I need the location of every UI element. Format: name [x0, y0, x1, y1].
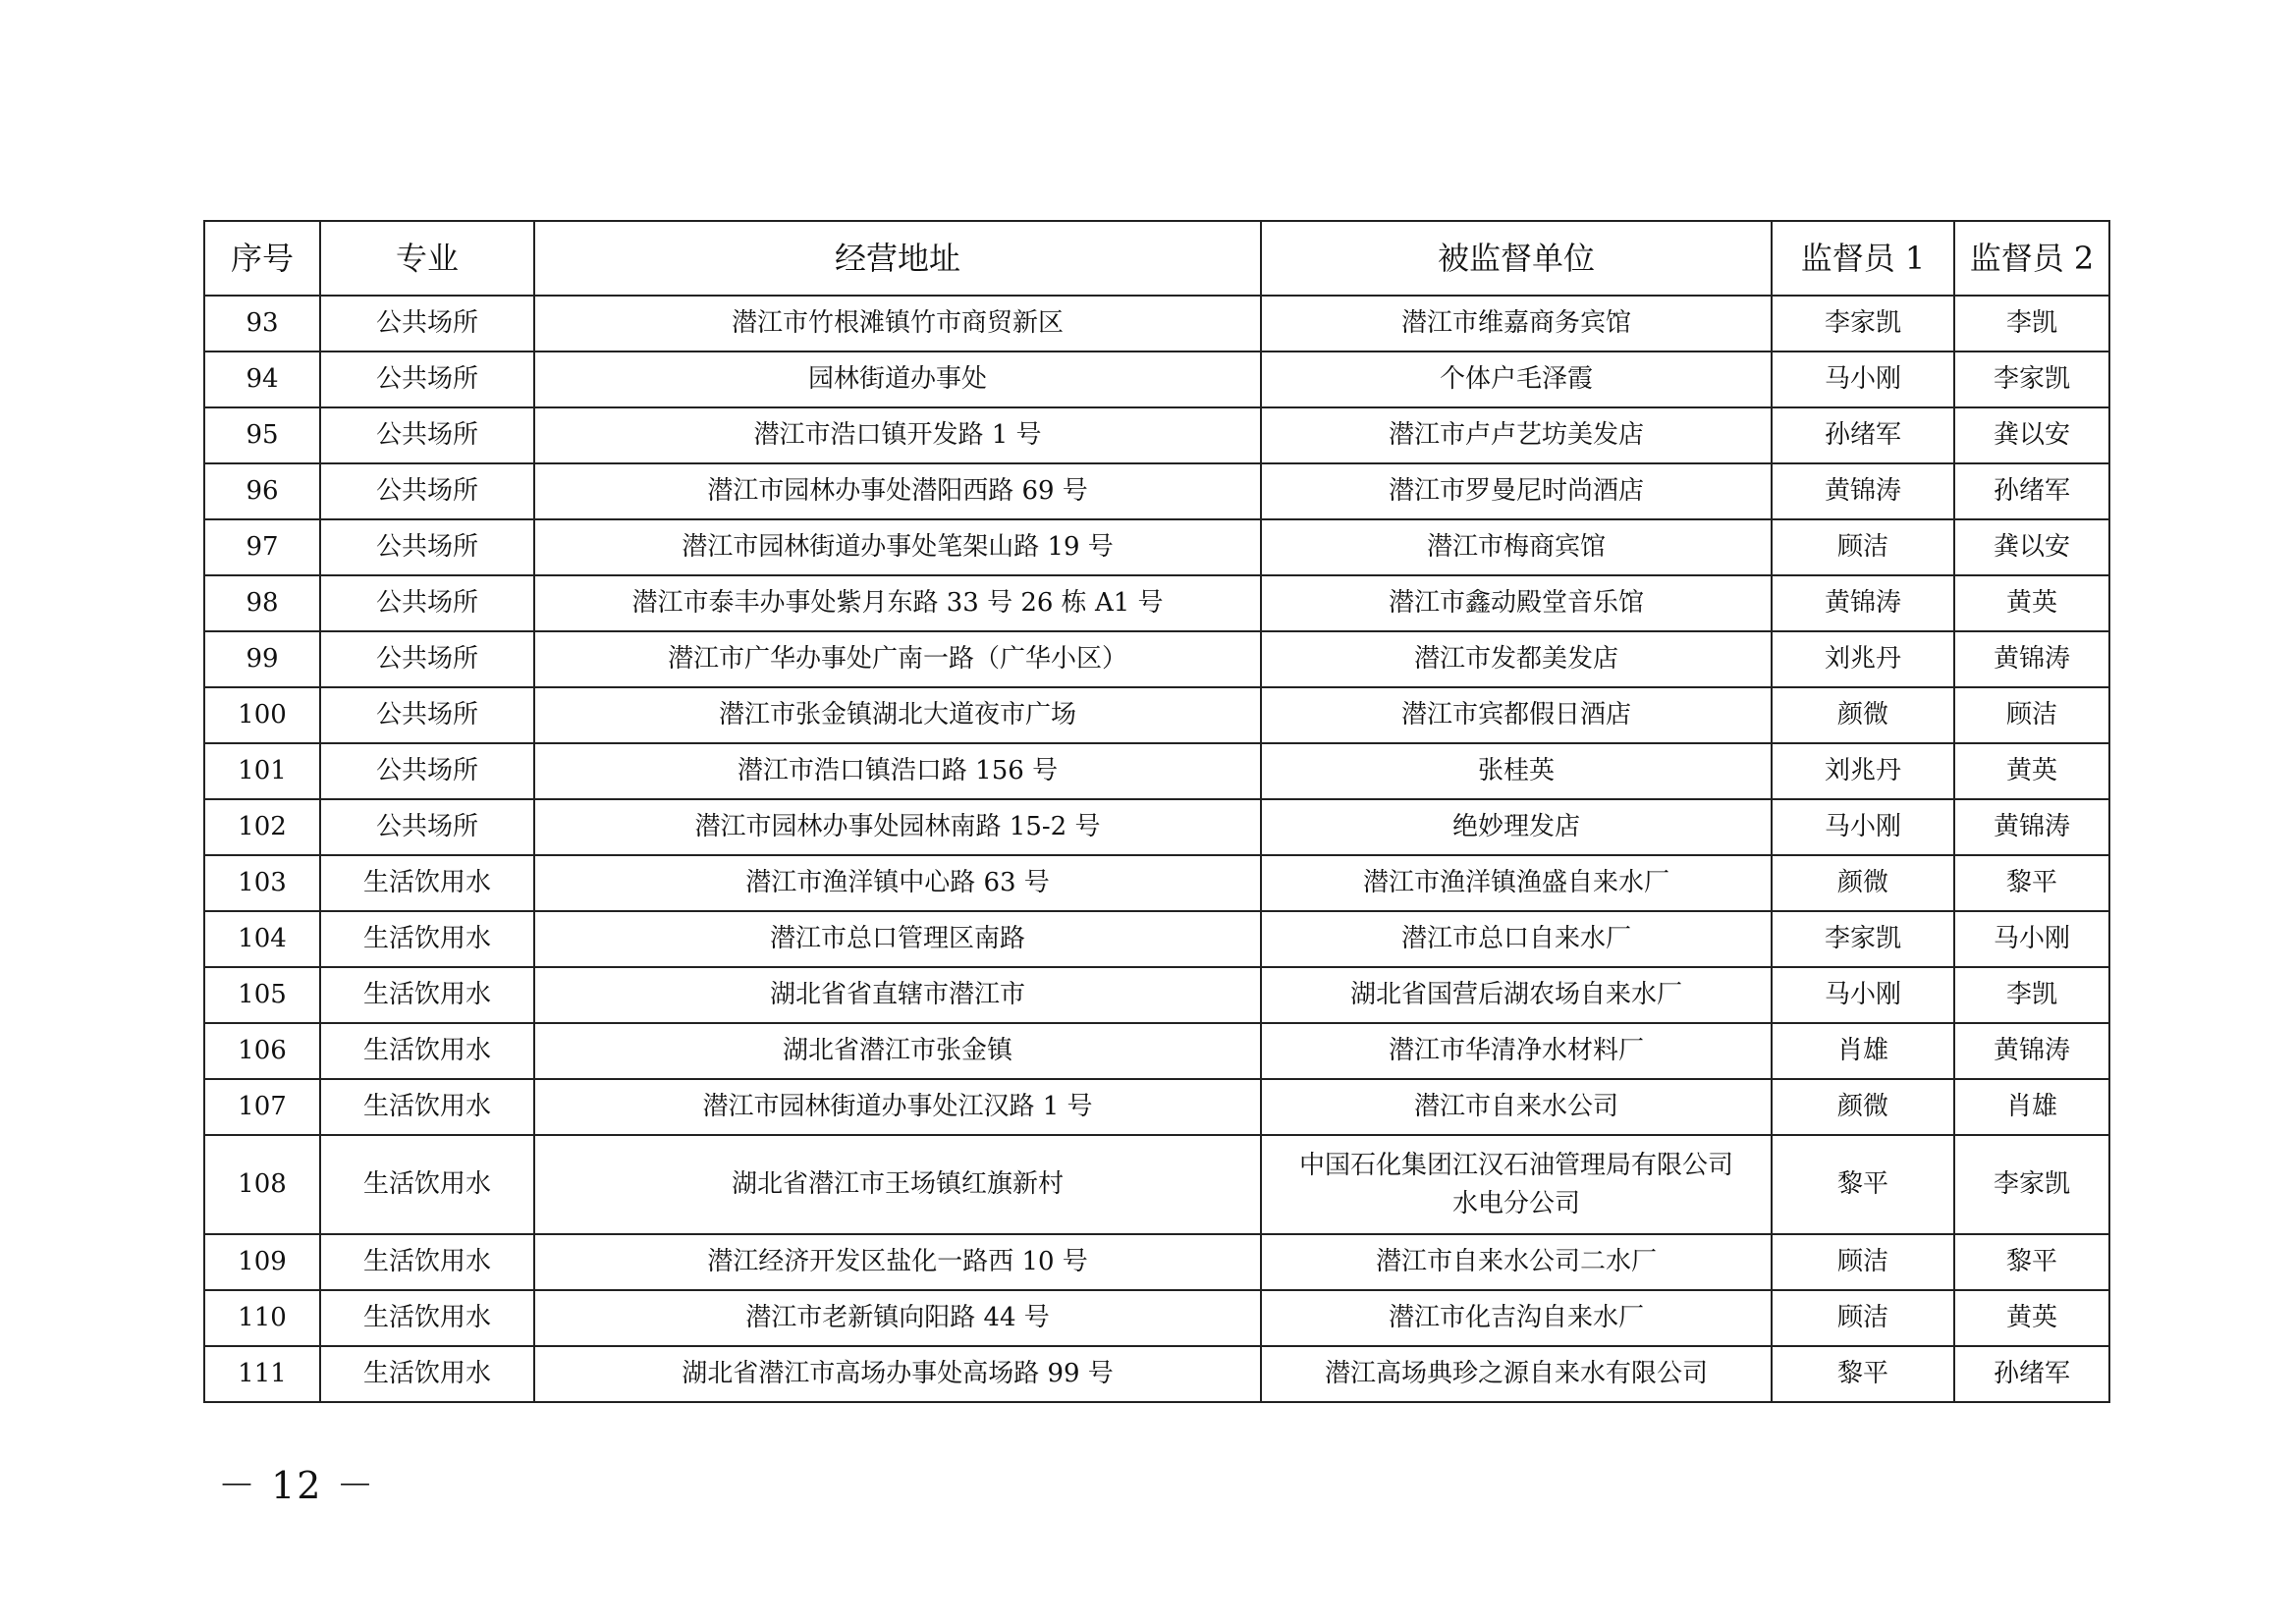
cell-unit [1261, 1234, 1772, 1290]
cell-category: 生活饮用水 [320, 1290, 534, 1346]
cell-no: 97 [204, 519, 320, 575]
page-number: － 12 － [218, 1464, 376, 1507]
cell-inspector-1: 孙绪军 [1772, 407, 1954, 463]
header-no: 序号 [204, 221, 320, 296]
cell-no: 95 [204, 407, 320, 463]
cell-category: 公共场所 [320, 687, 534, 743]
unit-line: 潜江高场典珍之源自来水有限公司 [1324, 1359, 1708, 1388]
header-unit: 被监督单位 [1261, 221, 1772, 296]
unit-line: 中国石化集团江汉石油管理局有限公司 [1298, 1150, 1733, 1180]
cell-no: 105 [204, 967, 320, 1023]
cell-category: 公共场所 [320, 407, 534, 463]
cell-unit [1261, 855, 1772, 911]
cell-inspector-2: 孙绪军 [1954, 1346, 2109, 1402]
cell-category: 公共场所 [320, 799, 534, 855]
cell-no: 103 [204, 855, 320, 911]
unit-line: 潜江市自来水公司 [1413, 1092, 1618, 1121]
cell-category: 公共场所 [320, 352, 534, 407]
unit-line: 潜江市宾都假日酒店 [1400, 700, 1631, 730]
cell-inspector-2: 龚以安 [1954, 519, 2109, 575]
cell-no: 102 [204, 799, 320, 855]
cell-inspector-2: 黎平 [1954, 855, 2109, 911]
table-row [204, 1234, 2109, 1290]
table-row [204, 352, 2109, 407]
cell-category: 生活饮用水 [320, 1023, 534, 1079]
cell-unit [1261, 407, 1772, 463]
table-row [204, 967, 2109, 1023]
cell-address: 潜江市渔洋镇中心路 63 号 [534, 855, 1261, 911]
cell-no: 101 [204, 743, 320, 799]
cell-address: 潜江市广华办事处广南一路（广华小区） [534, 631, 1261, 687]
cell-no: 106 [204, 1023, 320, 1079]
table-row [204, 519, 2109, 575]
unit-line: 潜江市自来水公司二水厂 [1375, 1247, 1657, 1276]
cell-inspector-1: 李家凯 [1772, 911, 1954, 967]
table-row [204, 743, 2109, 799]
cell-category: 公共场所 [320, 631, 534, 687]
cell-no: 99 [204, 631, 320, 687]
cell-category: 公共场所 [320, 463, 534, 519]
cell-no: 110 [204, 1290, 320, 1346]
cell-inspector-2: 黄英 [1954, 1290, 2109, 1346]
unit-line: 潜江市卢卢艺坊美发店 [1388, 420, 1644, 450]
unit-line: 潜江市罗曼尼时尚酒店 [1388, 476, 1644, 506]
cell-unit [1261, 463, 1772, 519]
table-row [204, 799, 2109, 855]
cell-unit [1261, 352, 1772, 407]
cell-no: 93 [204, 296, 320, 352]
cell-unit [1261, 1346, 1772, 1402]
table-body [204, 296, 2109, 1402]
unit-line: 个体户毛泽霞 [1439, 364, 1593, 394]
cell-unit [1261, 1290, 1772, 1346]
cell-address: 潜江市园林街道办事处笔架山路 19 号 [534, 519, 1261, 575]
table-row [204, 407, 2109, 463]
cell-inspector-1: 黎平 [1772, 1135, 1954, 1234]
table-row [204, 1290, 2109, 1346]
cell-unit [1261, 575, 1772, 631]
cell-inspector-1: 顾洁 [1772, 519, 1954, 575]
cell-category: 生活饮用水 [320, 855, 534, 911]
table-row [204, 1079, 2109, 1135]
unit-line: 张桂英 [1477, 756, 1555, 785]
cell-inspector-2: 顾洁 [1954, 687, 2109, 743]
cell-inspector-1: 马小刚 [1772, 967, 1954, 1023]
cell-address: 潜江市园林办事处园林南路 15-2 号 [534, 799, 1261, 855]
cell-category: 生活饮用水 [320, 1079, 534, 1135]
supervision-table [203, 220, 2110, 1403]
table-row [204, 631, 2109, 687]
cell-address: 湖北省潜江市张金镇 [534, 1023, 1261, 1079]
cell-inspector-1: 马小刚 [1772, 799, 1954, 855]
cell-address: 湖北省潜江市高场办事处高场路 99 号 [534, 1346, 1261, 1402]
cell-category: 生活饮用水 [320, 1346, 534, 1402]
cell-inspector-1: 黄锦涛 [1772, 463, 1954, 519]
unit-line: 潜江市渔洋镇渔盛自来水厂 [1362, 868, 1669, 897]
cell-inspector-2: 孙绪军 [1954, 463, 2109, 519]
cell-inspector-2: 李家凯 [1954, 352, 2109, 407]
unit-line: 潜江市梅商宾馆 [1426, 532, 1606, 562]
table-row [204, 1135, 2109, 1234]
cell-no: 98 [204, 575, 320, 631]
cell-inspector-2: 黄锦涛 [1954, 631, 2109, 687]
cell-unit [1261, 799, 1772, 855]
cell-unit [1261, 967, 1772, 1023]
cell-unit [1261, 519, 1772, 575]
table-header-row [204, 221, 2109, 296]
table-row [204, 855, 2109, 911]
header-category: 专业 [320, 221, 534, 296]
cell-inspector-1: 顾洁 [1772, 1234, 1954, 1290]
cell-address: 潜江市竹根滩镇竹市商贸新区 [534, 296, 1261, 352]
cell-inspector-2: 马小刚 [1954, 911, 2109, 967]
cell-inspector-1: 颜微 [1772, 855, 1954, 911]
cell-no: 96 [204, 463, 320, 519]
cell-category: 公共场所 [320, 296, 534, 352]
cell-inspector-1: 刘兆丹 [1772, 743, 1954, 799]
table-row [204, 296, 2109, 352]
unit-line: 潜江市鑫动殿堂音乐馆 [1388, 588, 1644, 618]
table-row [204, 911, 2109, 967]
cell-category: 公共场所 [320, 743, 534, 799]
header-address: 经营地址 [534, 221, 1261, 296]
cell-unit [1261, 1023, 1772, 1079]
cell-no: 94 [204, 352, 320, 407]
unit-line: 绝妙理发店 [1451, 812, 1580, 841]
cell-address: 园林街道办事处 [534, 352, 1261, 407]
cell-no: 104 [204, 911, 320, 967]
unit-line: 潜江市化吉沟自来水厂 [1388, 1303, 1644, 1332]
cell-unit [1261, 631, 1772, 687]
cell-category: 公共场所 [320, 575, 534, 631]
cell-unit [1261, 296, 1772, 352]
table-row [204, 1346, 2109, 1402]
cell-inspector-2: 李凯 [1954, 296, 2109, 352]
cell-category: 生活饮用水 [320, 1135, 534, 1234]
unit-line: 水电分公司 [1451, 1188, 1580, 1218]
cell-inspector-2: 李家凯 [1954, 1135, 2109, 1234]
cell-no: 109 [204, 1234, 320, 1290]
cell-category: 生活饮用水 [320, 967, 534, 1023]
cell-category: 生活饮用水 [320, 1234, 534, 1290]
cell-address: 潜江市总口管理区南路 [534, 911, 1261, 967]
cell-inspector-2: 黄英 [1954, 743, 2109, 799]
cell-address: 湖北省潜江市王场镇红旗新村 [534, 1135, 1261, 1234]
cell-category: 公共场所 [320, 519, 534, 575]
cell-inspector-1: 黎平 [1772, 1346, 1954, 1402]
header-inspector-1: 监督员 1 [1772, 221, 1954, 296]
cell-no: 100 [204, 687, 320, 743]
table-row [204, 1023, 2109, 1079]
cell-inspector-2: 黄锦涛 [1954, 1023, 2109, 1079]
cell-address: 潜江市老新镇向阳路 44 号 [534, 1290, 1261, 1346]
table-row [204, 463, 2109, 519]
cell-inspector-1: 颜微 [1772, 1079, 1954, 1135]
unit-line: 湖北省国营后湖农场自来水厂 [1349, 980, 1682, 1009]
cell-address: 潜江市泰丰办事处紫月东路 33 号 26 栋 A1 号 [534, 575, 1261, 631]
cell-inspector-2: 龚以安 [1954, 407, 2109, 463]
header-inspector-2: 监督员 2 [1954, 221, 2109, 296]
cell-address: 潜江市浩口镇浩口路 156 号 [534, 743, 1261, 799]
cell-inspector-1: 马小刚 [1772, 352, 1954, 407]
cell-inspector-2: 李凯 [1954, 967, 2109, 1023]
unit-line: 潜江市发都美发店 [1413, 644, 1618, 674]
cell-address: 潜江市园林办事处潜阳西路 69 号 [534, 463, 1261, 519]
cell-inspector-1: 颜微 [1772, 687, 1954, 743]
cell-inspector-1: 黄锦涛 [1772, 575, 1954, 631]
cell-unit [1261, 911, 1772, 967]
cell-address: 潜江市张金镇湖北大道夜市广场 [534, 687, 1261, 743]
cell-address: 潜江市浩口镇开发路 1 号 [534, 407, 1261, 463]
cell-inspector-1: 肖雄 [1772, 1023, 1954, 1079]
cell-inspector-2: 黄锦涛 [1954, 799, 2109, 855]
cell-address: 湖北省省直辖市潜江市 [534, 967, 1261, 1023]
cell-address: 潜江经济开发区盐化一路西 10 号 [534, 1234, 1261, 1290]
cell-unit [1261, 1135, 1772, 1234]
cell-inspector-1: 刘兆丹 [1772, 631, 1954, 687]
cell-inspector-2: 肖雄 [1954, 1079, 2109, 1135]
unit-line: 潜江市总口自来水厂 [1400, 924, 1631, 953]
cell-inspector-1: 顾洁 [1772, 1290, 1954, 1346]
cell-unit [1261, 743, 1772, 799]
cell-inspector-1: 李家凯 [1772, 296, 1954, 352]
cell-address: 潜江市园林街道办事处江汉路 1 号 [534, 1079, 1261, 1135]
cell-no: 111 [204, 1346, 320, 1402]
cell-unit [1261, 687, 1772, 743]
cell-unit [1261, 1079, 1772, 1135]
cell-inspector-2: 黎平 [1954, 1234, 2109, 1290]
cell-no: 107 [204, 1079, 320, 1135]
unit-line: 潜江市维嘉商务宾馆 [1400, 308, 1631, 338]
cell-category: 生活饮用水 [320, 911, 534, 967]
cell-no: 108 [204, 1135, 320, 1234]
table-row [204, 575, 2109, 631]
table-row [204, 687, 2109, 743]
unit-line: 潜江市华清净水材料厂 [1388, 1036, 1644, 1065]
cell-inspector-2: 黄英 [1954, 575, 2109, 631]
